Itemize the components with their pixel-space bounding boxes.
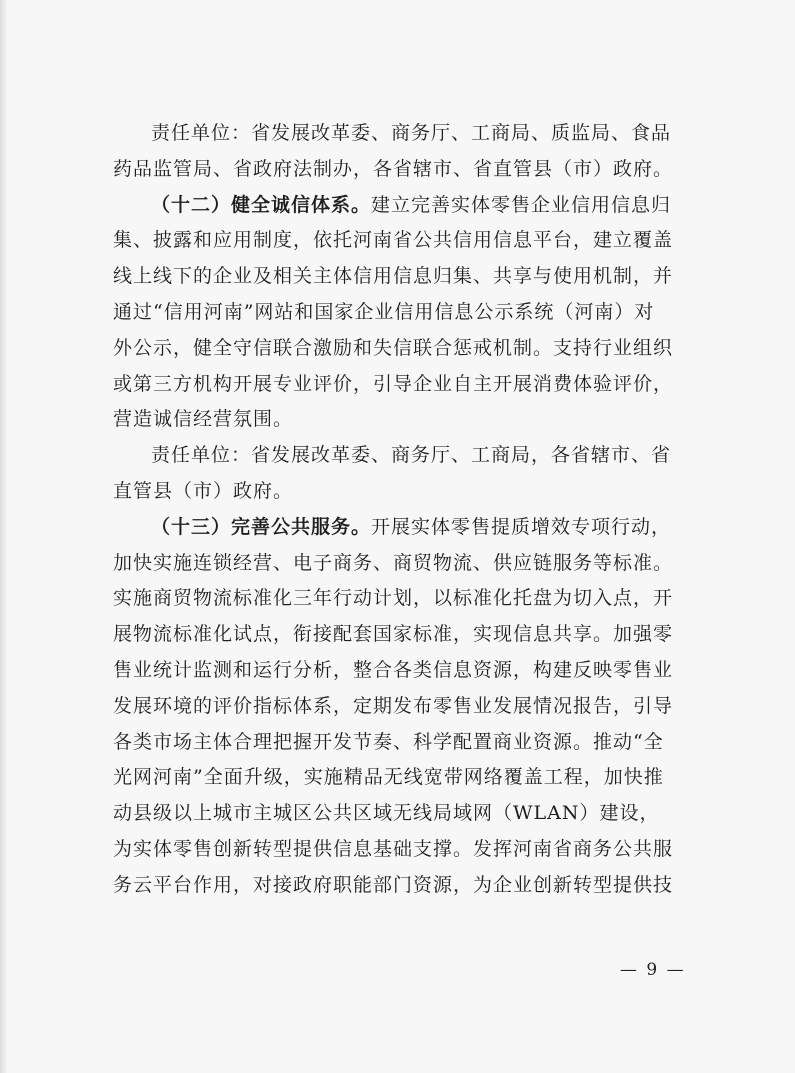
text-line: 售业统计监测和运行分析，整合各类信息资源，构建反映零售业 <box>113 658 674 681</box>
section-heading: （十三）完善公共服务。 <box>151 515 372 538</box>
text-line: 动县级以上城市主城区公共区域无线局域网（WLAN）建设， <box>113 802 660 825</box>
section-heading: （十二）健全诚信体系。 <box>151 193 372 216</box>
text-line: 光网河南”全面升级，实施精品无线宽带网络覆盖工程，加快推 <box>113 766 664 789</box>
document-body <box>113 116 713 904</box>
text-line: 加快实施连锁经营、电子商务、商贸物流、供应链服务等标准。 <box>113 551 674 574</box>
text-line: 各类市场主体合理把握开发节奏、科学配置商业资源。推动“全 <box>113 730 664 753</box>
text-line: 实施商贸物流标准化三年行动计划，以标准化托盘为切入点，开 <box>113 587 674 610</box>
text-line: 务云平台作用，对接政府职能部门资源，为企业创新转型提供技 <box>113 873 674 896</box>
text-line: 为实体零售创新转型提供信息基础支撑。发挥河南省商务公共服 <box>113 837 674 860</box>
text-line: 责任单位：省发展改革委、商务厅、工商局，各省辖市、省 <box>151 444 672 467</box>
text-line: 营造诚信经营氛围。 <box>113 408 294 431</box>
text-line: 外公示，健全守信联合激励和失信联合惩戒机制。支持行业组织 <box>113 336 674 359</box>
text-line: （十三）完善公共服务。开展实体零售提质增效专项行动， <box>151 515 672 538</box>
text-line: 线上线下的企业及相关主体信用信息归集、共享与使用机制，并 <box>113 265 674 288</box>
text-line: 展物流标准化试点，衔接配套国家标准，实现信息共享。加强零 <box>113 623 674 646</box>
text-line: 药品监管局、省政府法制办，各省辖市、省直管县（市）政府。 <box>113 157 674 180</box>
text-line: 或第三方机构开展专业评价，引导企业自主开展消费体验评价， <box>113 372 674 395</box>
text-line: 发展环境的评价指标体系，定期发布零售业发展情况报告，引导 <box>113 694 674 717</box>
text-line: 集、披露和应用制度，依托河南省公共信用信息平台，建立覆盖 <box>113 229 674 252</box>
text-line: 直管县（市）政府。 <box>113 479 294 502</box>
scan-edge-shadow <box>0 0 8 1073</box>
page-number: — 9 — <box>620 960 686 980</box>
text-line: 通过“信用河南”网站和国家企业信用信息公示系统（河南）对 <box>113 300 655 323</box>
text-line: （十二）健全诚信体系。建立完善实体零售企业信用信息归 <box>151 193 672 216</box>
text-line: 责任单位：省发展改革委、商务厅、工商局、质监局、食品 <box>151 122 672 144</box>
